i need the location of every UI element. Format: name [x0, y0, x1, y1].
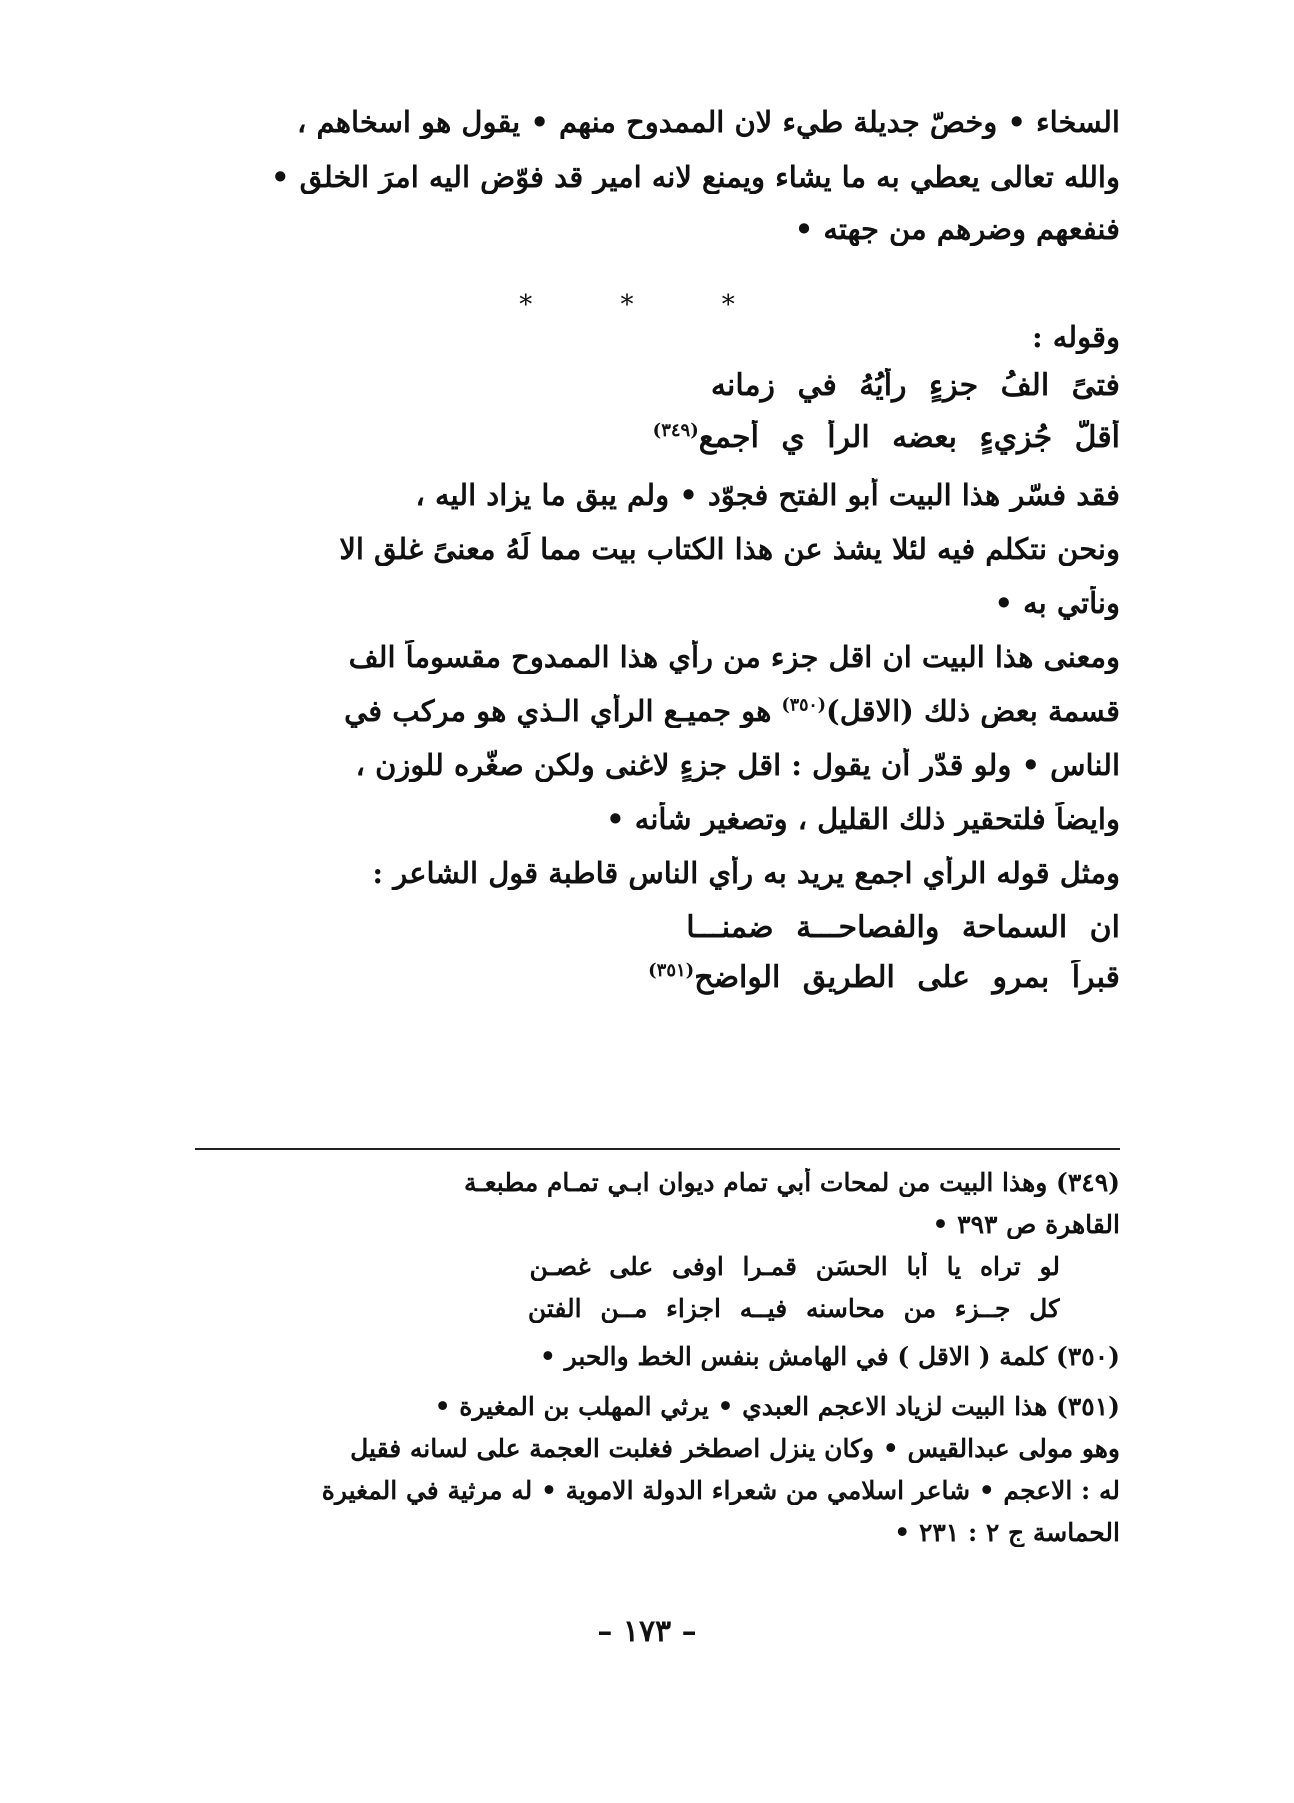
verse-text: قبراً بمرو على الطريق الواضح — [694, 960, 1120, 995]
body-line: فنفعهم وضرهم من جهته • — [794, 212, 1120, 246]
footnote-350: (٣٥٠) كلمة ( الاقل ) في الهامش بنفس الخط والحبر • — [539, 1342, 1120, 1371]
body-line: الناس • ولو قدّر أن يقول : اقل جزءٍ لاغنى ولكن صغّره للوزن ، — [355, 748, 1120, 782]
footnote-351: (٣٥١) هذا البيت لزياد الاعجم العبدي • يرثي المهلب بن المغيرة • — [434, 1392, 1120, 1421]
body-line — [195, 694, 1120, 728]
verse-text: أقلّ جُزيءٍ بعضه الرأ ي أجمع — [698, 420, 1120, 455]
verse-intro: وقوله : — [1031, 320, 1120, 354]
footnote-ref: (٣٥٠) — [781, 695, 827, 716]
footnote-divider — [195, 1148, 1120, 1150]
footnote-ref: (٣٤٩) — [652, 420, 699, 441]
verse-hemistich-1: ان السماحة والفصاحـــة ضمنـــا — [686, 910, 1120, 945]
verse-hemistich-2 — [195, 420, 1120, 455]
verse-hemistich-2 — [195, 960, 1120, 995]
body-line: ونأتي به • — [994, 586, 1120, 620]
footnote-351-cont: الحماسة ج ٢ : ٢٣١ • — [894, 1518, 1120, 1547]
body-line: فقد فسّر هذا البيت أبو الفتح فجوّد • ولم يبقِ ما يزاد اليه ، — [415, 478, 1120, 512]
body-text: قسمة بعض ذلك (الاقل) — [826, 694, 1120, 728]
body-line: والله تعالى يعطي به ما يشاء ويمنع لانه امير قد فوّض اليه امرَ الخلق • — [271, 160, 1120, 194]
page-number: – ١٧٣ – — [597, 1614, 697, 1649]
footnote-verse: كل جــزء من محاسنه فيــه اجزاء مــن الفتن — [527, 1294, 1060, 1323]
footnote-351-cont: وهو مولى عبدالقيس • وكان ينزل اصطخر فغلبت العجمة على لسانه فقيل — [350, 1434, 1120, 1463]
footnote-verse: لو تراه يا أبا الحسَن قمـرا اوفى على غصـن — [529, 1252, 1060, 1281]
footnote-349: (٣٤٩) وهذا البيت من لمحات أبي تمام ديوان ابـي تمـام مطبعـة — [464, 1168, 1120, 1197]
footnote-349-cont: القاهرة ص ٣٩٣ • — [932, 1210, 1120, 1239]
footnote-351-cont: له : الاعجم • شاعر اسلامي من شعراء الدولة الاموية • له مرثية في المغيرة — [321, 1476, 1120, 1505]
body-line: ونحن نتكلم فيه لئلا يشذ عن هذا الكتاب بيت مما لَهُ معنىً غلق الا — [339, 532, 1120, 566]
section-separator: * * * — [519, 290, 775, 320]
footnote-ref: (٣٥١) — [648, 960, 695, 981]
body-line: ومثل قوله الرأي اجمع يريد به رأي الناس قاطبة قول الشاعر : — [372, 856, 1120, 890]
body-text: هو جميـع الرأي الـذي هو مركب في — [344, 694, 772, 728]
body-line: السخاء • وخصّ جديلة طيء لان الممدوح منهم • يقول هو اسخاهم ، — [297, 105, 1120, 139]
verse-hemistich-1: فتىً الفُ جزءٍ رأيُهُ في زمانه — [710, 368, 1120, 403]
body-line: ومعنى هذا البيت ان اقل جزء من رأي هذا الممدوح مقسوماً الف — [348, 640, 1120, 674]
body-line: وايضاً فلتحقير ذلك القليل ، وتصغير شأنه • — [606, 802, 1120, 836]
